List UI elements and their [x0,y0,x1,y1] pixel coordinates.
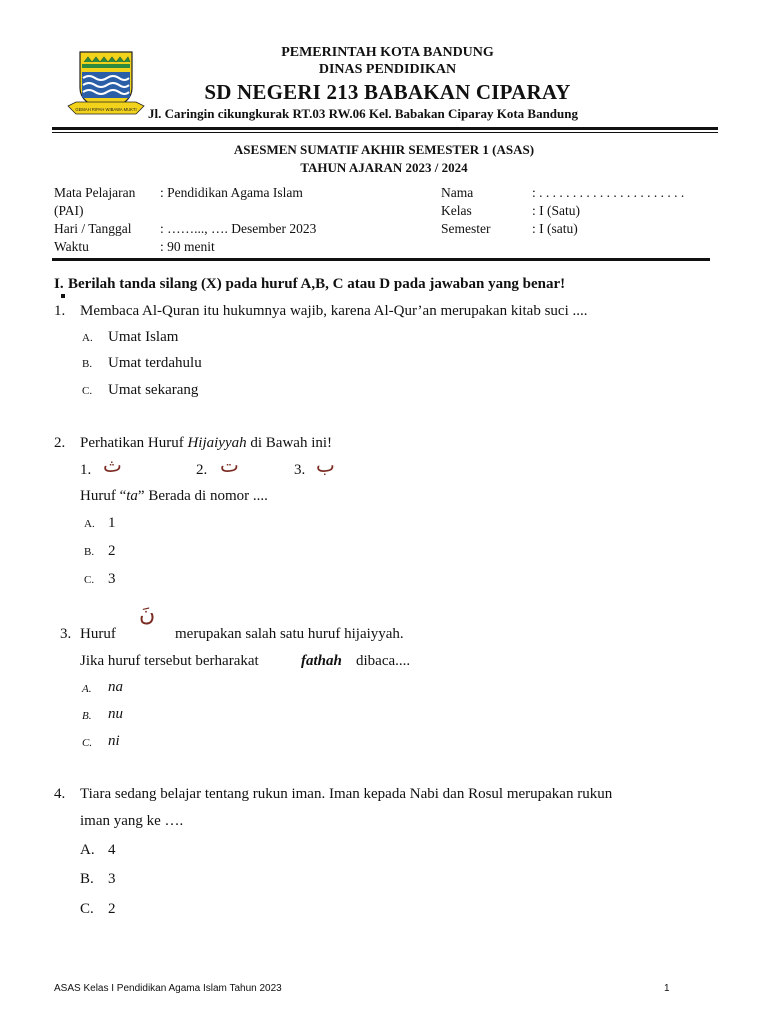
semester-label: Semester [441,221,491,236]
q2-option-b-label: B. [84,546,95,558]
name-label: Nama [441,185,474,200]
page-number: 1 [664,983,670,994]
letterhead-school-name: SD NEGERI 213 BABAKAN CIPARAY [204,80,571,104]
question-3-line2-bold: fathah [301,653,342,669]
q4-option-b-label: B. [80,871,94,887]
q2-option-a-label: A. [84,518,95,530]
section-bullet [61,294,65,298]
question-3-number: 3. [60,626,72,642]
q3-option-b-text: nu [108,706,123,722]
q1-option-a-text: Umat Islam [108,329,179,345]
q2-option-c-label: C. [84,574,95,586]
q3-option-c-label: C. [82,737,93,749]
q1-option-c-text: Umat sekarang [108,382,199,398]
question-1-number: 1. [54,303,66,319]
footer-text: ASAS Kelas I Pendidikan Agama Islam Tahun 2023 [54,983,282,994]
question-4-line2: iman yang ke …. [80,813,184,829]
q4-option-a-label: A. [80,842,95,858]
question-2-subtext: Huruf “ta” Berada di nomor .... [80,488,268,504]
question-3-line2-before: Jika huruf tersebut berharakat [80,653,259,669]
subject-label: Mata Pelajaran [54,185,136,200]
semester-value: : I (satu) [532,221,578,236]
q2-option-c-text: 3 [108,571,116,587]
exam-year: TAHUN AJARAN 2023 / 2024 [300,160,468,175]
question-4-line1: Tiara sedang belajar tentang rukun iman. Iman kepada Nabi dan Rosul merupakan rukun [80,786,613,802]
date-value: : ……..., …. Desember 2023 [160,221,317,236]
time-label: Waktu [54,239,89,254]
q1-option-c-label: C. [82,385,93,397]
section-instruction: Berilah tanda silang (X) pada huruf A,B, C atau D pada jawaban yang benar! [68,276,566,292]
letterhead-government: PEMERINTAH KOTA BANDUNG [281,45,494,60]
q1-option-b-text: Umat terdahulu [108,355,202,371]
name-value: : . . . . . . . . . . . . . . . . . . . . . . [532,185,685,200]
city-logo [66,50,146,120]
question-1-text: Membaca Al-Quran itu hukumnya wajib, karena Al-Qur’an merupakan kitab suci .... [80,303,588,319]
class-value: : I (Satu) [532,203,580,218]
q2-option-b-text: 2 [108,543,116,559]
q4-option-a-text: 4 [108,842,116,858]
letterhead-address: Jl. Caringin cikungkurak RT.03 RW.06 Kel. Babakan Ciparay Kota Bandung [148,106,578,121]
q3-option-a-label: A. [82,683,92,695]
q4-option-c-label: C. [80,901,94,917]
question-2-number: 2. [54,435,66,451]
q1-option-b-label: B. [82,358,93,370]
letterhead-divider-thick [52,127,718,130]
q3-option-c-text: ni [108,733,120,749]
question-2-text: Perhatikan Huruf Hijaiyyah di Bawah ini! [80,435,333,451]
time-value: : 90 menit [160,239,215,254]
identity-divider [52,258,710,261]
question-4-number: 4. [54,786,66,802]
letter-2-number: 2. [196,462,208,478]
date-label: Hari / Tanggal [54,221,132,236]
subject-continued: (PAI) [54,203,84,218]
q1-option-a-label: A. [82,332,93,344]
q4-option-b-text: 3 [108,871,116,887]
letter-3-number: 3. [294,462,306,478]
question-3-text-after: merupakan salah satu huruf hijaiyyah. [175,626,404,642]
letter-1-number: 1. [80,462,92,478]
q3-option-a-text: na [108,679,123,695]
q4-option-c-text: 2 [108,901,116,917]
section-number: I. [54,276,64,292]
question-3-glyph: نَ [139,602,156,627]
exam-title: ASESMEN SUMATIF AKHIR SEMESTER 1 (ASAS) [233,142,535,157]
letterhead-divider-thin [52,132,718,133]
subject-value: : Pendidikan Agama Islam [160,185,303,200]
letter-2-glyph: ت [220,453,239,477]
q2-option-a-text: 1 [108,515,116,531]
question-3-text-before: Huruf [80,626,116,642]
letter-1-glyph: ث [103,453,122,477]
letterhead-department: DINAS PENDIDIKAN [318,62,457,77]
question-3-line2-after: dibaca.... [356,653,411,669]
letter-3-glyph: ب [316,453,335,477]
class-label: Kelas [441,203,472,218]
svg-text:GEMAH RIPAH WIBAWA MUKTI: GEMAH RIPAH WIBAWA MUKTI [75,107,137,112]
q3-option-b-label: B. [82,710,92,722]
